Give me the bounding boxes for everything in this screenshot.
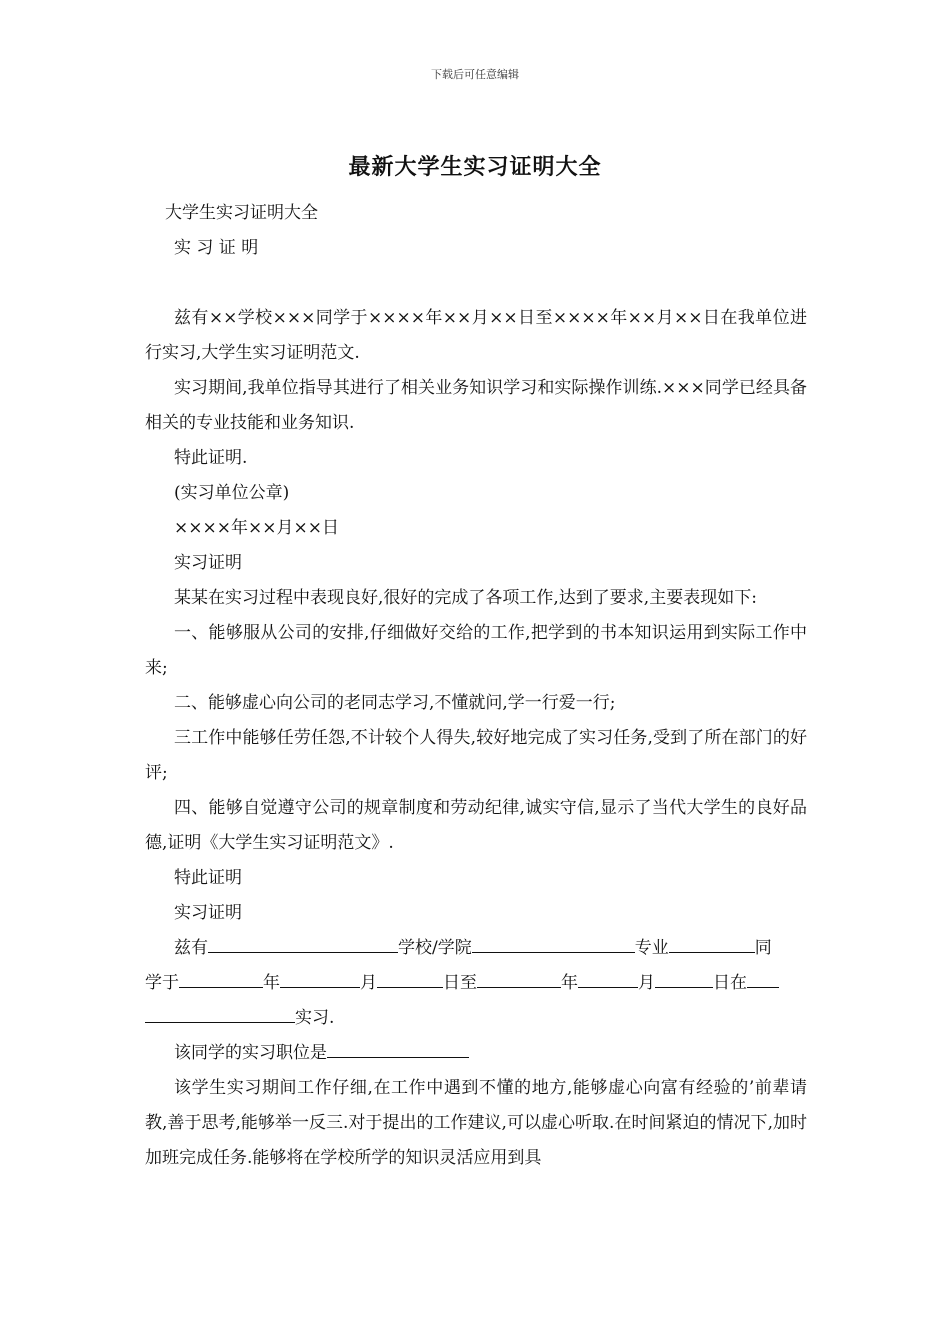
form-text: 年	[561, 973, 578, 993]
header-note: 下载后可任意编辑	[431, 68, 519, 81]
start-day-blank	[377, 967, 443, 988]
section1-heading: 实 习 证 明	[174, 238, 259, 258]
section2-item-2: 二、能够虚心向公司的老同志学习,不懂就问,学一行爱一行;	[174, 693, 616, 713]
unit-blank-end	[145, 1002, 295, 1023]
form-text: 日在	[713, 973, 747, 993]
position-line	[145, 1036, 807, 1071]
section2-item-3: 三工作中能够任劳任怨,不计较个人得失,较好地完成了实习任务,受到了所在部门的好评;	[145, 728, 807, 783]
form-text: 月	[360, 973, 377, 993]
college-blank	[472, 932, 635, 953]
section2-heading: 实习证明	[174, 553, 242, 573]
unit-blank-start	[747, 967, 779, 988]
fill-in-form-line-3	[145, 1001, 807, 1036]
start-month-blank	[280, 967, 360, 988]
document-title: 最新大学生实习证明大全	[348, 154, 602, 180]
fill-in-form-line-2	[145, 966, 807, 1001]
section2-closing: 特此证明	[174, 868, 242, 888]
section2-item-4: 四、能够自觉遵守公司的规章制度和劳动纪律,诚实守信,显示了当代大学生的良好品德,证明《大学生实习证明范文》.	[145, 798, 807, 853]
end-month-blank	[578, 967, 638, 988]
end-day-blank	[655, 967, 713, 988]
form-text: 同	[754, 938, 772, 958]
section3-heading: 实习证明	[174, 903, 242, 923]
form-text: 实习.	[295, 1008, 335, 1028]
section2-item-1: 一、能够服从公司的安排,仔细做好交给的工作,把学到的书本知识运用到实际工作中来;	[145, 623, 807, 678]
form-text: 月	[638, 973, 655, 993]
document-body	[145, 196, 807, 1176]
section1-paragraph-2: 实习期间,我单位指导其进行了相关业务知识学习和实际操作训练.×××同学已经具备相关的专业技能和业务知识.	[145, 378, 807, 433]
form-text: 学于	[145, 973, 179, 993]
subtitle: 大学生实习证明大全	[165, 203, 318, 223]
form-text: 兹有	[174, 938, 208, 958]
section1-seal: (实习单位公章)	[174, 483, 290, 503]
fill-in-form-line-1	[145, 931, 807, 966]
form-text: 学校/学院	[398, 938, 472, 958]
position-blank	[327, 1037, 469, 1058]
major-blank	[669, 932, 755, 953]
section3-evaluation: 该学生实习期间工作仔细,在工作中遇到不懂的地方,能够虚心向富有经验的’前辈请教,善于思考,能够举一反三.对于提出的工作建议,可以虚心听取.在时间紧迫的情况下,加时加班完成任务.能够将在学校所学的知识灵活应用到具	[145, 1078, 807, 1168]
section1-date: ××××年××月××日	[174, 518, 339, 538]
form-text: 年	[263, 973, 280, 993]
start-year-blank	[179, 967, 263, 988]
section2-intro: 某某在实习过程中表现良好,很好的完成了各项工作,达到了要求,主要表现如下:	[174, 588, 757, 608]
form-text: 专业	[634, 938, 669, 958]
school-blank	[208, 932, 398, 953]
section1-paragraph-1: 兹有××学校×××同学于××××年××月××日至××××年××月××日在我单位进行实习,大学生实习证明范文.	[145, 308, 807, 363]
position-label: 该同学的实习职位是	[174, 1043, 327, 1063]
blank-line	[145, 266, 807, 301]
form-text: 日至	[443, 973, 477, 993]
section1-closing: 特此证明.	[174, 448, 248, 468]
end-year-blank	[477, 967, 561, 988]
